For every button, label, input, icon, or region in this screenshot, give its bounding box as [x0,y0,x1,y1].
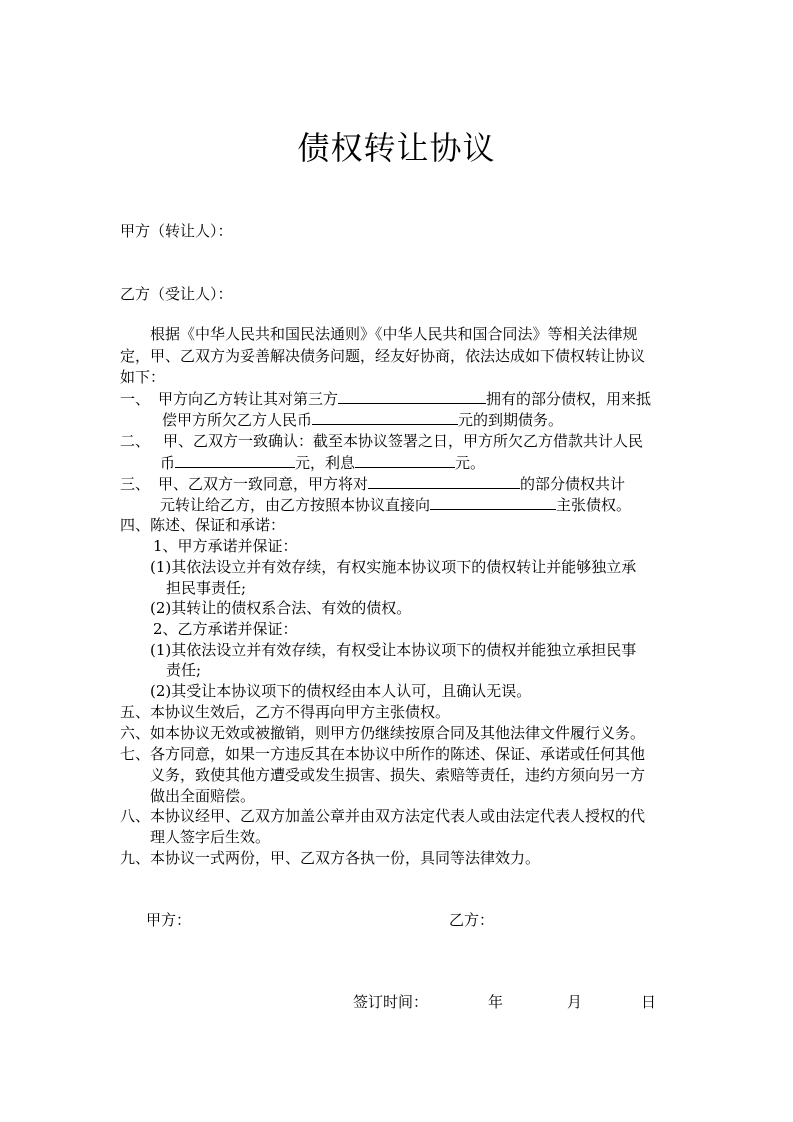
intro-line-1: 根据《中华人民共和国民法通则》《中华人民共和国合同法》等相关法律规 [150,325,638,343]
intro-line-2: 定，甲、乙双方为妥善解决债务问题，经友好协商，依法达成如下债权转让协议 [120,347,646,365]
clause-5: 五、本协议生效后，乙方不得再向甲方主张债权。 [120,703,451,721]
clause-2-line-2 [160,452,485,474]
signing-day: 日 [641,993,657,1011]
clause-2-text-d: 元。 [455,454,486,472]
clause-2-number: 二、 [120,432,151,450]
document-title: 债权转让协议 [297,129,496,167]
party-a-label: 甲方（转让人）： [120,222,233,240]
clause-3-text-a: 甲、乙双方一致同意，甲方将对 [158,475,369,493]
interest-blank [355,452,455,468]
clause-1-text-a: 甲方向乙方转让其对第三方 [158,390,339,408]
clause-4-sub-1-item-1-line-1: (1)其依法设立并有效存续，有权实施本协议项下的债权转让并能够独立承 [150,558,637,576]
clause-3-text-c: 元转让给乙方，由乙方按照本协议直接向 [160,496,431,514]
clause-1-number: 一、 [120,390,151,408]
signing-year: 年 [488,993,504,1011]
clause-1-line-2 [162,409,563,431]
clause-3-text-d: 主张债权。 [556,496,632,514]
clause-2-line-1 [120,431,643,452]
clause-1-text-c: 偿甲方所欠乙方人民币 [162,411,313,429]
loan-total-blank [175,452,295,468]
clause-9: 九、本协议一式两份，甲、乙双方各执一份，具同等法律效力。 [120,849,541,867]
clause-4-heading: 四、陈述、保证和承诺： [120,516,286,534]
clause-7-line-3: 做出全面赔偿。 [150,787,256,805]
clause-4-sub-1-item-2: (2)其转让的债权系合法、有效的债权。 [150,599,412,617]
signature-party-b: 乙方： [449,911,495,929]
clause-3-line-1 [120,473,625,495]
clause-4-sub-2-item-1-line-2: 责任; [166,661,202,679]
claim-target-blank [430,494,556,510]
clause-4-sub-2: 2、乙方承诺并保证： [153,620,298,638]
signing-date-label: 签订时间： [353,993,429,1011]
third-party-blank [338,388,486,404]
clause-2-text-a: 甲、乙双方一致确认：截至本协议签署之日，甲方所欠乙方借款共计人民 [163,432,644,450]
clause-1-line-1 [120,388,651,410]
clause-3-line-2 [160,494,631,516]
intro-line-3: 如下： [120,368,166,386]
signature-party-a: 甲方： [146,911,192,929]
clause-4-sub-1-item-1-line-2: 担民事责任; [166,579,247,597]
clause-7-line-2: 义务，致使其他方遭受或发生损害、损失、索赔等责任，违约方须向另一方 [150,766,646,784]
clause-8-line-1: 八、本协议经甲、乙双方加盖公章并由双方法定代表人或由法定代表人授权的代 [120,807,646,825]
party-b-label: 乙方（受让人）： [120,285,233,303]
clause-2-text-b: 币 [160,454,176,472]
signing-month: 月 [567,993,583,1011]
clause-3-number: 三、 [120,475,151,493]
clause-3-text-b: 的部分债权共计 [520,475,626,493]
clause-8-line-2: 理人签字后生效。 [150,828,271,846]
clause-1-text-b: 拥有的部分债权，用来抵 [486,390,652,408]
clause-6: 六、如本协议无效或被撤销，则甲方仍继续按原合同及其他法律文件履行义务。 [120,724,646,742]
clause-7-line-1: 七、各方同意，如果一方违反其在本协议中所作的陈述、保证、承诺或任何其他 [120,745,646,763]
clause-4-sub-1: 1、甲方承诺并保证： [153,537,298,555]
debtor-blank [368,473,520,489]
clause-2-text-c: 元，利息 [295,454,356,472]
clause-4-sub-2-item-1-line-1: (1)其依法设立并有效存续，有权受让本协议项下的债权并能独立承担民事 [150,641,637,659]
clause-1-text-d: 元的到期债务。 [458,411,564,429]
debt-amount-blank [312,409,458,425]
clause-4-sub-2-item-2: (2)其受让本协议项下的债权经由本人认可，且确认无误。 [150,682,532,700]
